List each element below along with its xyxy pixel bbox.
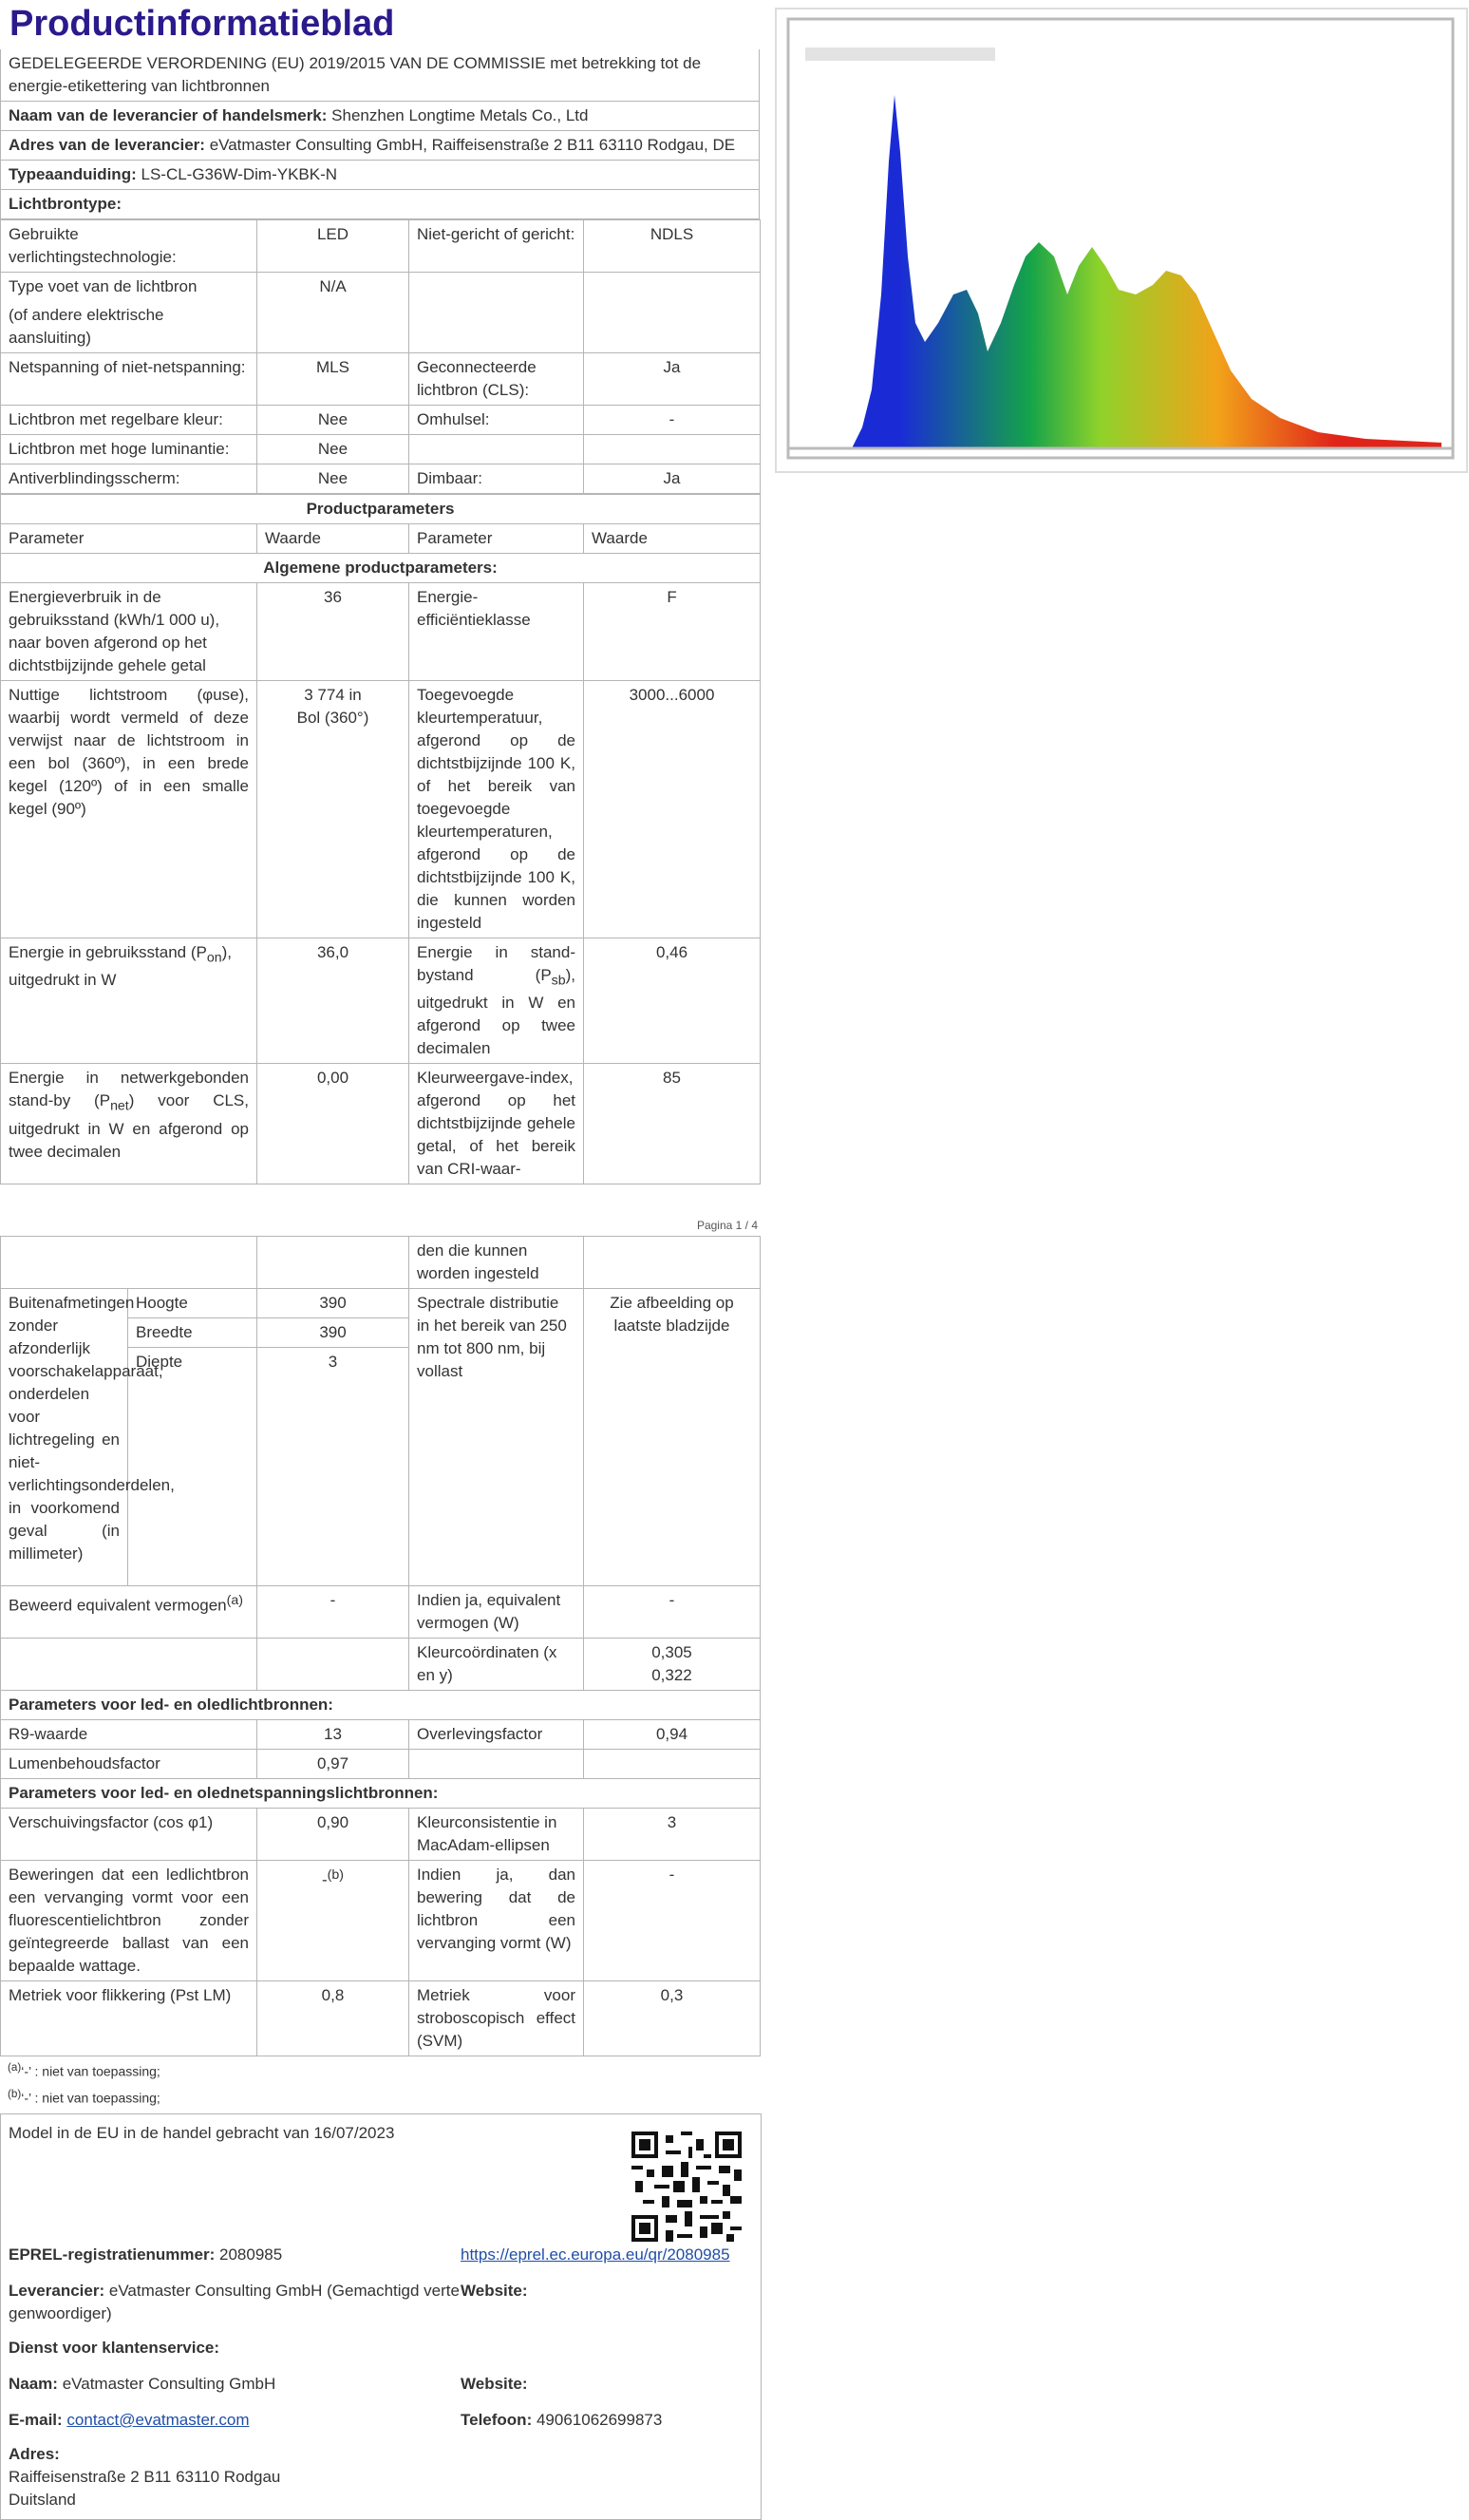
address-block (9, 2443, 753, 2511)
address-value: eVatmaster Consulting GmbH, Raiffeisenstraße 2 B11 63110 Rodgau, DE (209, 136, 736, 154)
mains-value: MLS (257, 353, 409, 406)
pon-subscript: on (206, 950, 222, 966)
flicker-value: 0,8 (257, 1981, 409, 2056)
name-row (9, 2373, 753, 2396)
height-label: Hoogte (128, 1289, 257, 1318)
displacement-factor-value: 0,90 (257, 1809, 409, 1861)
directional-value: NDLS (584, 220, 761, 273)
lumen-maintenance-label: Lumenbehoudsfactor (1, 1750, 257, 1779)
cri-label: Kleurweergave-index, afgerond op het dichtstbijzijnde gehele getal, of het bereik van CRI-waar- (409, 1064, 584, 1184)
email-link[interactable]: contact@evatmaster.com (66, 2410, 250, 2429)
address-line1: Raiffeisenstraße 2 B11 63110 Rodgau (9, 2467, 281, 2486)
placed-on-market: Model in de EU in de handel gebracht van 16/07/2023 (9, 2123, 395, 2142)
energy-class-label: Energie-efficiëntieklasse (409, 583, 584, 681)
website-label: Website: (461, 2281, 528, 2300)
anti-glare-value: Nee (257, 464, 409, 494)
empty-cell (409, 273, 584, 353)
regulation-text: GEDELEGEERDE VERORDENING (EU) 2019/2015 VAN DE COMMISSIE met betrekking tot de energie-etikettering van lichtbronnen (1, 49, 760, 102)
empty-cell (257, 1639, 409, 1691)
stroboscopic-value: 0,3 (584, 1981, 761, 2056)
header-table (0, 49, 760, 219)
depth-value: 3 (257, 1348, 409, 1586)
col-value: Waarde (584, 524, 761, 554)
equivalent-power-value: - (584, 1586, 761, 1639)
page-break (0, 1184, 760, 1236)
empty-cell (409, 435, 584, 464)
mains-label: Netspanning of niet-netspanning: (1, 353, 257, 406)
width-value: 390 (257, 1318, 409, 1348)
footnote-a-mark: (a) (8, 2061, 22, 2075)
empty-cell (584, 1750, 761, 1779)
address-label: Adres van de leverancier: (9, 136, 205, 154)
tunable-colour-value: Nee (257, 406, 409, 435)
customer-service-heading: Dienst voor klantenservice: (9, 2338, 220, 2357)
spectrum-graph (777, 9, 1466, 471)
cap-label (1, 273, 257, 353)
cct-value: 3000...6000 (584, 681, 761, 938)
pnet-value: 0,00 (257, 1064, 409, 1184)
page-title: Productinformatieblad (9, 4, 395, 44)
psb-subscript: sb (551, 973, 566, 989)
chromaticity-x: 0,305 (651, 1643, 692, 1662)
empty-cell (584, 1237, 761, 1289)
tunable-colour-label: Lichtbron met regelbare kleur: (1, 406, 257, 435)
width-label: Breedte (128, 1318, 257, 1348)
flicker-label: Metriek voor flikkering (Pst LM) (1, 1981, 257, 2056)
phone-label: Telefoon: (461, 2410, 533, 2429)
supplier-row (1, 102, 760, 131)
footnote-a (0, 2056, 760, 2083)
eprel-link-cell (461, 2244, 745, 2266)
spd-label: Spectrale distributie in het bereik van 250 nm tot 800 nm, bij vollast (409, 1289, 584, 1586)
useful-flux-label: Nuttige lichtstroom (φuse), waarbij wordt vermeld of deze verwijst naar de lichtstroom in een bol (360º), in een brede kegel (120º) of in een smalle kegel (90º) (1, 681, 257, 938)
anti-glare-label: Antiverblindingsscherm: (1, 464, 257, 494)
stroboscopic-label: Metriek voor stroboscopisch effect (SVM) (409, 1981, 584, 2056)
cri-value: 85 (584, 1064, 761, 1184)
height-value: 390 (257, 1289, 409, 1318)
replacement-power-value: - (584, 1861, 761, 1981)
model-label: Typeaanduiding: (9, 165, 137, 183)
eprel-row (9, 2244, 753, 2266)
product-parameters-table (0, 494, 761, 1184)
lightsource-type-heading: Lichtbrontype: (1, 190, 760, 219)
pnet-label-text2: ) voor CLS, uitgedrukt in W en afgerond op twee decimalen (9, 1091, 249, 1161)
survival-label: Overlevingsfactor (409, 1720, 584, 1750)
energy-consumption-label: Energieverbruik in de gebruiksstand (kWh/1 000 u), naar boven afgerond op het dichtstbijzijnde gehele getal (1, 583, 257, 681)
product-parameters-table-continued (0, 1236, 761, 2056)
cls-value: Ja (584, 353, 761, 406)
empty-cell (1, 1237, 257, 1289)
qr-code-icon[interactable] (631, 2132, 742, 2242)
email-info (9, 2409, 461, 2432)
footnote-b (0, 2083, 760, 2110)
replacement-power-label: Indien ja, dan bewering dat de lichtbron een vervanging vormt (W) (409, 1861, 584, 1981)
colour-consistency-label: Kleurconsistentie in MacAdam-ellipsen (409, 1809, 584, 1861)
high-luminance-label: Lichtbron met hoge luminantie: (1, 435, 257, 464)
supplier-bottom-label: Leverancier: (9, 2281, 105, 2300)
empty-cell (1, 1639, 257, 1691)
mains-led-parameters-heading: Parameters voor led- en olednetspanningslichtbronnen: (1, 1779, 761, 1809)
supplier-info (9, 2280, 461, 2325)
supplier-value: Shenzhen Longtime Metals Co., Ltd (331, 106, 589, 124)
cap-label-line1: Type voet van de lichtbron (9, 277, 198, 295)
lightsource-table (0, 219, 761, 494)
registration-box (0, 2113, 762, 2520)
model-value: LS-CL-G36W-Dim-YKBK-N (141, 165, 338, 183)
useful-flux-value (257, 681, 409, 938)
r9-label: R9-waarde (1, 1720, 257, 1750)
chromaticity-y: 0,322 (651, 1666, 692, 1685)
address-row (1, 131, 760, 161)
claimed-power-label (1, 1586, 257, 1639)
name-value: eVatmaster Consulting GmbH (62, 2374, 276, 2393)
cct-label: Toegevoegde kleurtemperatuur, afgerond op de dichtstbijzijnde 100 K, of het bereik van toegevoegde kleurtemperaturen, afgerond op de dichtstbijzijnde 100 K, die kunnen worden ingesteld (409, 681, 584, 938)
useful-flux-value-line2: Bol (360°) (296, 709, 369, 727)
col-value: Waarde (257, 524, 409, 554)
replacement-claim-value (257, 1861, 409, 1981)
empty-cell (257, 1237, 409, 1289)
led-parameters-heading: Parameters voor led- en oledlichtbronnen: (1, 1691, 761, 1720)
eprel-value: 2080985 (219, 2245, 283, 2264)
empty-cell (584, 273, 761, 353)
replacement-claim-sup: (b) (327, 1867, 344, 1884)
high-luminance-value: Nee (257, 435, 409, 464)
model-row (1, 161, 760, 190)
eprel-label: EPREL-registratienummer: (9, 2245, 216, 2264)
claimed-power-text: Beweerd equivalent vermogen (9, 1597, 227, 1616)
colour-consistency-value: 3 (584, 1809, 761, 1861)
contact-row (9, 2409, 753, 2432)
col-parameter: Parameter (1, 524, 257, 554)
replacement-claim-label: Beweringen dat een ledlichtbron een vervanging vormt voor een fluorescentielichtbron zonder geïntegreerde ballast van een bepaalde wattage. (1, 1861, 257, 1981)
supplier-row-bottom (9, 2280, 753, 2325)
psb-label (409, 938, 584, 1064)
pon-label-text: Energie in gebruiksstand (P (9, 943, 207, 961)
email-label: E-mail: (9, 2410, 63, 2429)
chromaticity-value (584, 1639, 761, 1691)
address-line2: Duitsland (9, 2490, 76, 2509)
pnet-subscript: net (110, 1098, 129, 1114)
pon-label-text2: ), uitgedrukt in W (9, 943, 232, 990)
directional-label: Niet-gericht of gericht: (409, 220, 584, 273)
energy-class-value: F (584, 583, 761, 681)
cap-value: N/A (257, 273, 409, 353)
phone-value: 49061062699873 (536, 2410, 663, 2429)
tech-value: LED (257, 220, 409, 273)
dimensions-label: Buitenafmetingen zonder afzonderlijk voorschakelapparaat, onderdelen voor lichtregeling en niet-verlichtingsonderdelen, in voorkomend geval (in millimeter) (1, 1289, 128, 1586)
displacement-factor-label: Verschuivingsfactor (cos φ1) (1, 1809, 257, 1861)
footnote-b-mark: (b) (8, 2088, 22, 2101)
spd-value: Zie afbeelding op laatste bladzijde (584, 1289, 761, 1586)
psb-label-text: Energie in stand-bystand (P (417, 943, 575, 984)
product-parameters-heading: Productparameters (1, 495, 761, 524)
name-label: Naam: (9, 2374, 58, 2393)
dimmable-label: Dimbaar: (409, 464, 584, 494)
blurred-caption (805, 47, 995, 61)
useful-flux-value-line1: 3 774 in (304, 686, 362, 704)
phone-info (461, 2409, 745, 2432)
supplier-label: Naam van de leverancier of handelsmerk: (9, 106, 328, 124)
claimed-power-value: - (257, 1586, 409, 1639)
claimed-power-sup: (a) (226, 1593, 243, 1609)
cap-label-line2: (of andere elektrische aansluiting) (9, 306, 164, 347)
lumen-maintenance-value: 0,97 (257, 1750, 409, 1779)
survival-value: 0,94 (584, 1720, 761, 1750)
spectral-distribution-image (775, 8, 1468, 473)
general-parameters-heading: Algemene productparameters: (1, 554, 761, 583)
footnote-b-text: ‘-’ : niet van toepassing; (21, 2090, 160, 2106)
cls-label: Geconnecteerde lichtbron (CLS): (409, 353, 584, 406)
chromaticity-label: Kleurcoördinaten (x en y) (409, 1639, 584, 1691)
energy-consumption-value: 36 (257, 583, 409, 681)
equivalent-power-label: Indien ja, equivalent vermogen (W) (409, 1586, 584, 1639)
cri-label-continued: den die kunnen worden ingesteld (409, 1237, 584, 1289)
eprel-link[interactable]: https://eprel.ec.europa.eu/qr/2080985 (461, 2245, 730, 2264)
eprel-number (9, 2244, 461, 2266)
pon-value: 36,0 (257, 938, 409, 1064)
dimmable-value: Ja (584, 464, 761, 494)
name-info (9, 2373, 461, 2396)
r9-value: 13 (257, 1720, 409, 1750)
envelope-value: - (584, 406, 761, 435)
depth-label: Diepte (128, 1348, 257, 1586)
supplier-bottom-value: eVatmaster Consulting GmbH (Gemachtigd vertegenwoordiger) (9, 2281, 460, 2322)
pon-label (1, 938, 257, 1064)
website2-label: Website: (461, 2374, 528, 2393)
tech-label: Gebruikte verlichtingstechnologie: (1, 220, 257, 273)
psb-label-text2: ), uitgedrukt in W en afgerond op twee decimalen (417, 966, 575, 1058)
empty-cell (584, 435, 761, 464)
page-number: Pagina 1 / 4 (696, 1219, 758, 1233)
replacement-claim-dash: - (322, 1871, 328, 1890)
pnet-label (1, 1064, 257, 1184)
address-bottom-label: Adres: (9, 2444, 60, 2463)
pnet-label-text: Energie in netwerkgebonden stand-by (P (9, 1069, 249, 1110)
col-parameter: Parameter (409, 524, 584, 554)
psb-value: 0,46 (584, 938, 761, 1064)
empty-cell (409, 1750, 584, 1779)
envelope-label: Omhulsel: (409, 406, 584, 435)
footnote-a-text: ‘-’ : niet van toepassing; (21, 2064, 160, 2080)
